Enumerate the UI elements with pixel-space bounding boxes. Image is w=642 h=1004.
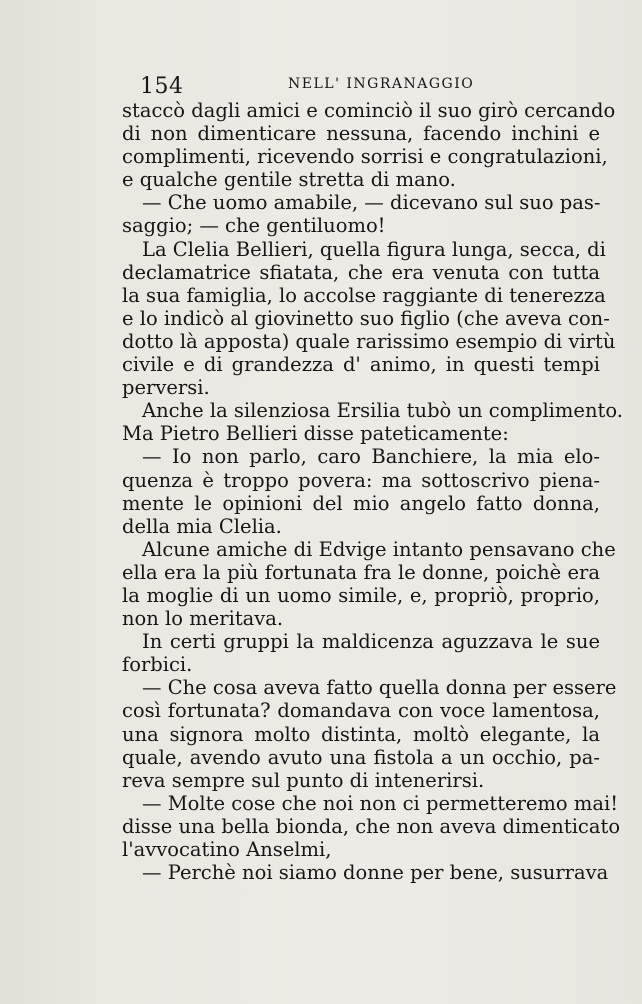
text-line: civile e di grandezza d' animo, in questi tempi <box>122 353 600 377</box>
text-line: la moglie di un uomo simile, e, propriò, proprio, <box>122 583 600 607</box>
text-line: non lo meritava. <box>122 607 284 631</box>
text-line: — Molte cose che noi non ci permetteremo mai! <box>142 791 619 815</box>
text-line: una signora molto distinta, moltò elegante, la <box>122 722 600 746</box>
text-line: — Io non parlo, caro Banchiere, la mia elo- <box>142 445 600 469</box>
text-line: staccò dagli amici e cominciò il suo girò cercando <box>122 99 616 122</box>
text-line: In certi gruppi la maldicenza aguzzava le sue <box>142 630 600 654</box>
text-line: quenza è troppo povera: ma sottoscrivo piena- <box>122 468 600 492</box>
text-line: quale, avendo avuto una fistola a un occhio, pa- <box>122 745 600 769</box>
text-line: e lo indicò al giovinetto suo figlio (che aveva con- <box>122 306 610 330</box>
running-title: NELL' INGRANAGGIO <box>288 76 475 92</box>
text-line: della mia Clelia. <box>122 514 282 538</box>
text-line: complimenti, ricevendo sorrisi e congratulazioni, <box>122 145 608 169</box>
body-text <box>122 99 623 885</box>
text-line: la sua famiglia, lo accolse raggiante di tenerezza <box>122 283 606 307</box>
text-line: dotto là apposta) quale rarissimo esempio di virtù <box>122 329 616 353</box>
text-line: l'avvocatino Anselmi, <box>122 838 332 861</box>
text-line: Ma Pietro Bellieri disse pateticamente: <box>122 422 509 446</box>
text-line: di non dimenticare nessuna, facendo inchini e <box>122 122 600 146</box>
text-line: — Che cosa aveva fatto quella donna per essere <box>142 676 617 700</box>
text-line: reva sempre sul punto di intenerirsi. <box>122 768 485 792</box>
text-line: mente le opinioni del mio angelo fatto donna, <box>122 491 600 515</box>
text-line: saggio; — che gentiluomo! <box>122 214 386 238</box>
text-line: forbici. <box>122 653 193 677</box>
text-line: declamatrice sfiatata, che era venuta con tutta <box>122 260 600 284</box>
text-line: Alcune amiche di Edvige intanto pensavano che <box>142 537 616 561</box>
running-header <box>120 60 600 100</box>
text-line: disse una bella bionda, che non aveva dimenticato <box>122 814 621 838</box>
text-line: Anche la silenziosa Ersilia tubò un complimento. <box>142 399 623 423</box>
text-line: perversi. <box>122 376 210 400</box>
text-line: — Che uomo amabile, — dicevano sul suo pas- <box>142 191 601 215</box>
text-line: La Clelia Bellieri, quella figura lunga, secca, di <box>142 237 606 261</box>
text-line: e qualche gentile stretta di mano. <box>122 168 456 192</box>
text-line: — Perchè noi siamo donne per bene, susurrava <box>142 861 609 885</box>
text-line: ella era la più fortunata fra le donne, poichè era <box>122 560 600 584</box>
page-number: 154 <box>140 74 184 99</box>
text-line: così fortunata? domandava con voce lamentosa, <box>122 699 600 723</box>
